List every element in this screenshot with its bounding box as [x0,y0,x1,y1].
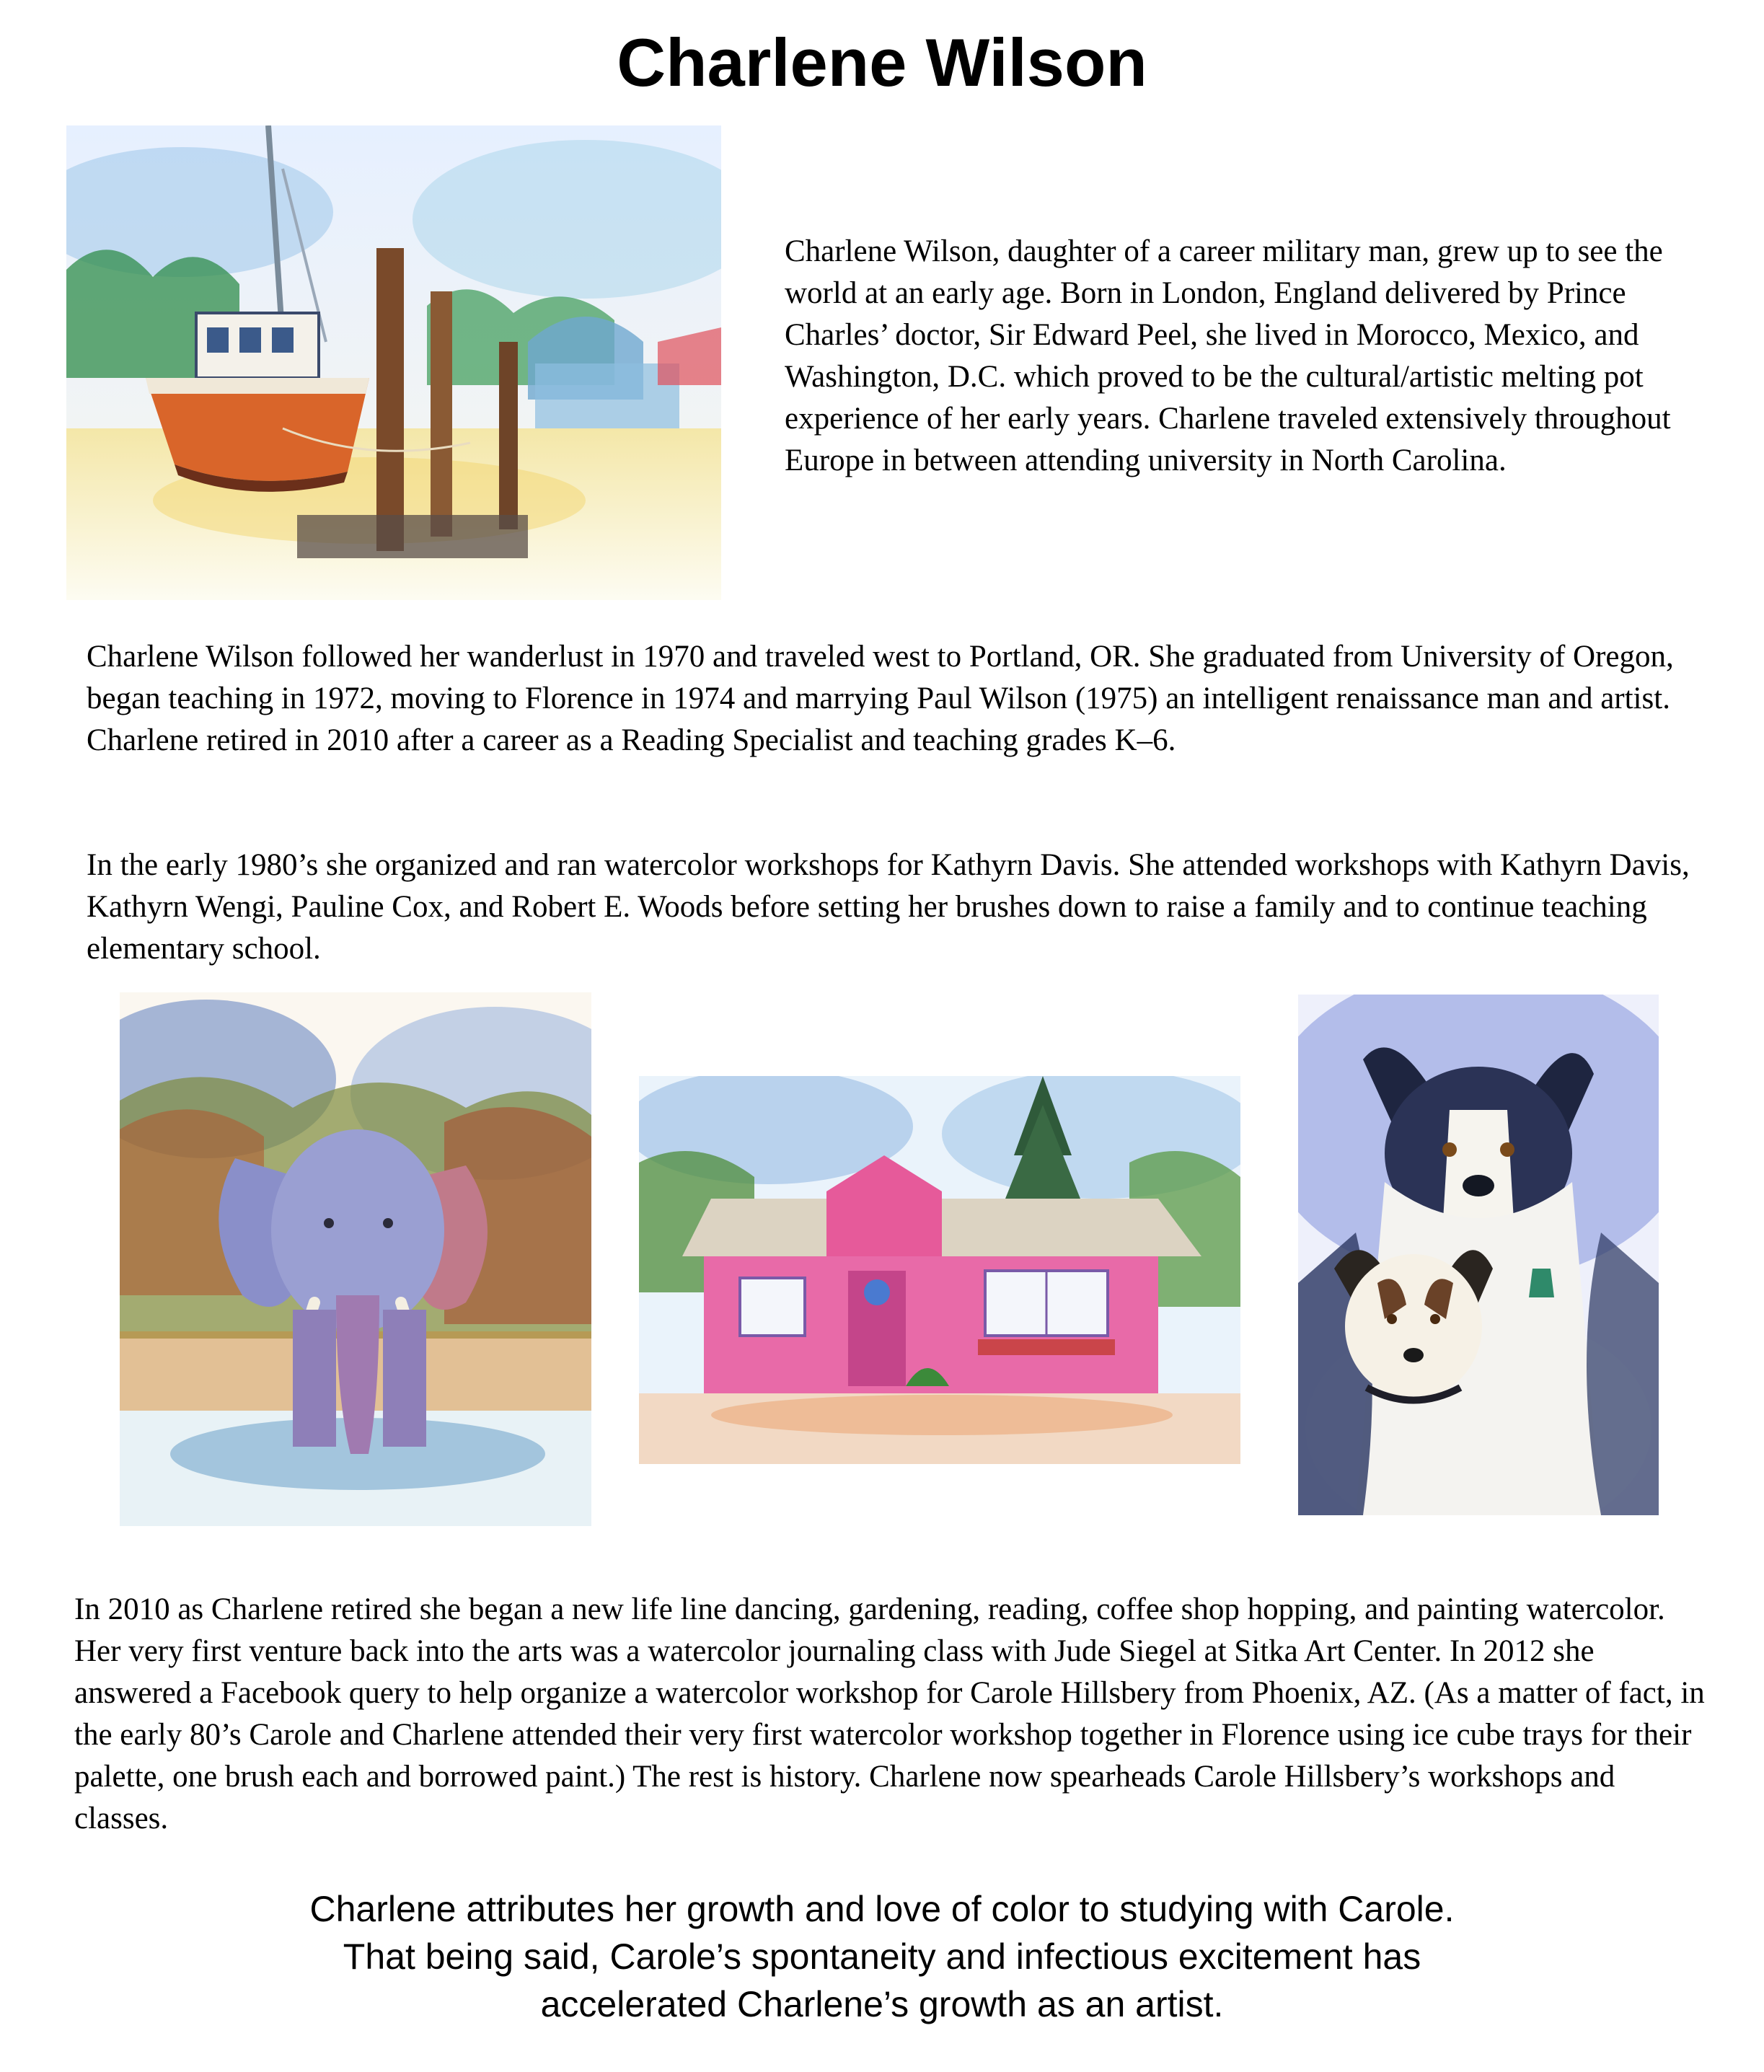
bio-paragraph-3: In the early 1980’s she organized and ran watercolor workshops for Kathyrn Davis. She attended workshops with Kathyrn Davis, Kathyrn Wengi, Pauline Cox, and Robert E. Woods before setting her brushes down to raise a family and to continue teaching elementary school. [87,848,1690,966]
bio-paragraph-2: Charlene Wilson followed her wanderlust in 1970 and traveled west to Portland, OR. She graduated from University of Oregon, began teaching in 1972, moving to Florence in 1974 and marrying Paul Wilson (1975) an intelligent renaissance man and artist. Charlene retired in 2010 after a career as a Reading Specialist and teaching grades K–6. [87,640,1674,757]
closing-line-2: That being said, Carole’s spontaneity and infectious excitement has [343,1936,1421,1977]
dogs-painting [1298,995,1659,1515]
closing-line-3: accelerated Charlene’s growth as an artist. [540,1984,1224,2024]
bio-paragraph-1: Charlene Wilson, daughter of a career military man, grew up to see the world at an early age. Born in London, England delivered by Prince Charles’ doctor, Sir Edward Peel, she lived in Morocco, Mexico, and Washington, D.C. which proved to be the cultural/artistic melting pot experience of her early years. Charlene traveled extensively throughout Europe in between attending university in North Carolina. [785,234,1671,477]
cottage-painting [639,1076,1240,1464]
elephant-painting [120,992,591,1526]
bio-paragraph-4: In 2010 as Charlene retired she began a new life line dancing, gardening, reading, coffee shop hopping, and painting watercolor. Her very first venture back into the arts was a watercolor journaling class with Jude Siegel at Sitka Art Center. In 2012 she answered a Facebook query to help organize a watercolor workshop for Carole Hillsbery from Phoenix, AZ. (As a matter of fact, in the early 80’s Carole and Charlene attended their very first watercolor workshop together in Florence using ice cube trays for their palette, one brush each and borrowed paint.) The rest is history. Charlene now spearheads Carole Hillsbery’s workshops and classes. [74,1592,1705,1835]
boat-painting [66,125,721,600]
page-title: Charlene Wilson [617,25,1147,100]
closing-line-1: Charlene attributes her growth and love of color to studying with Carole. [309,1889,1455,1929]
